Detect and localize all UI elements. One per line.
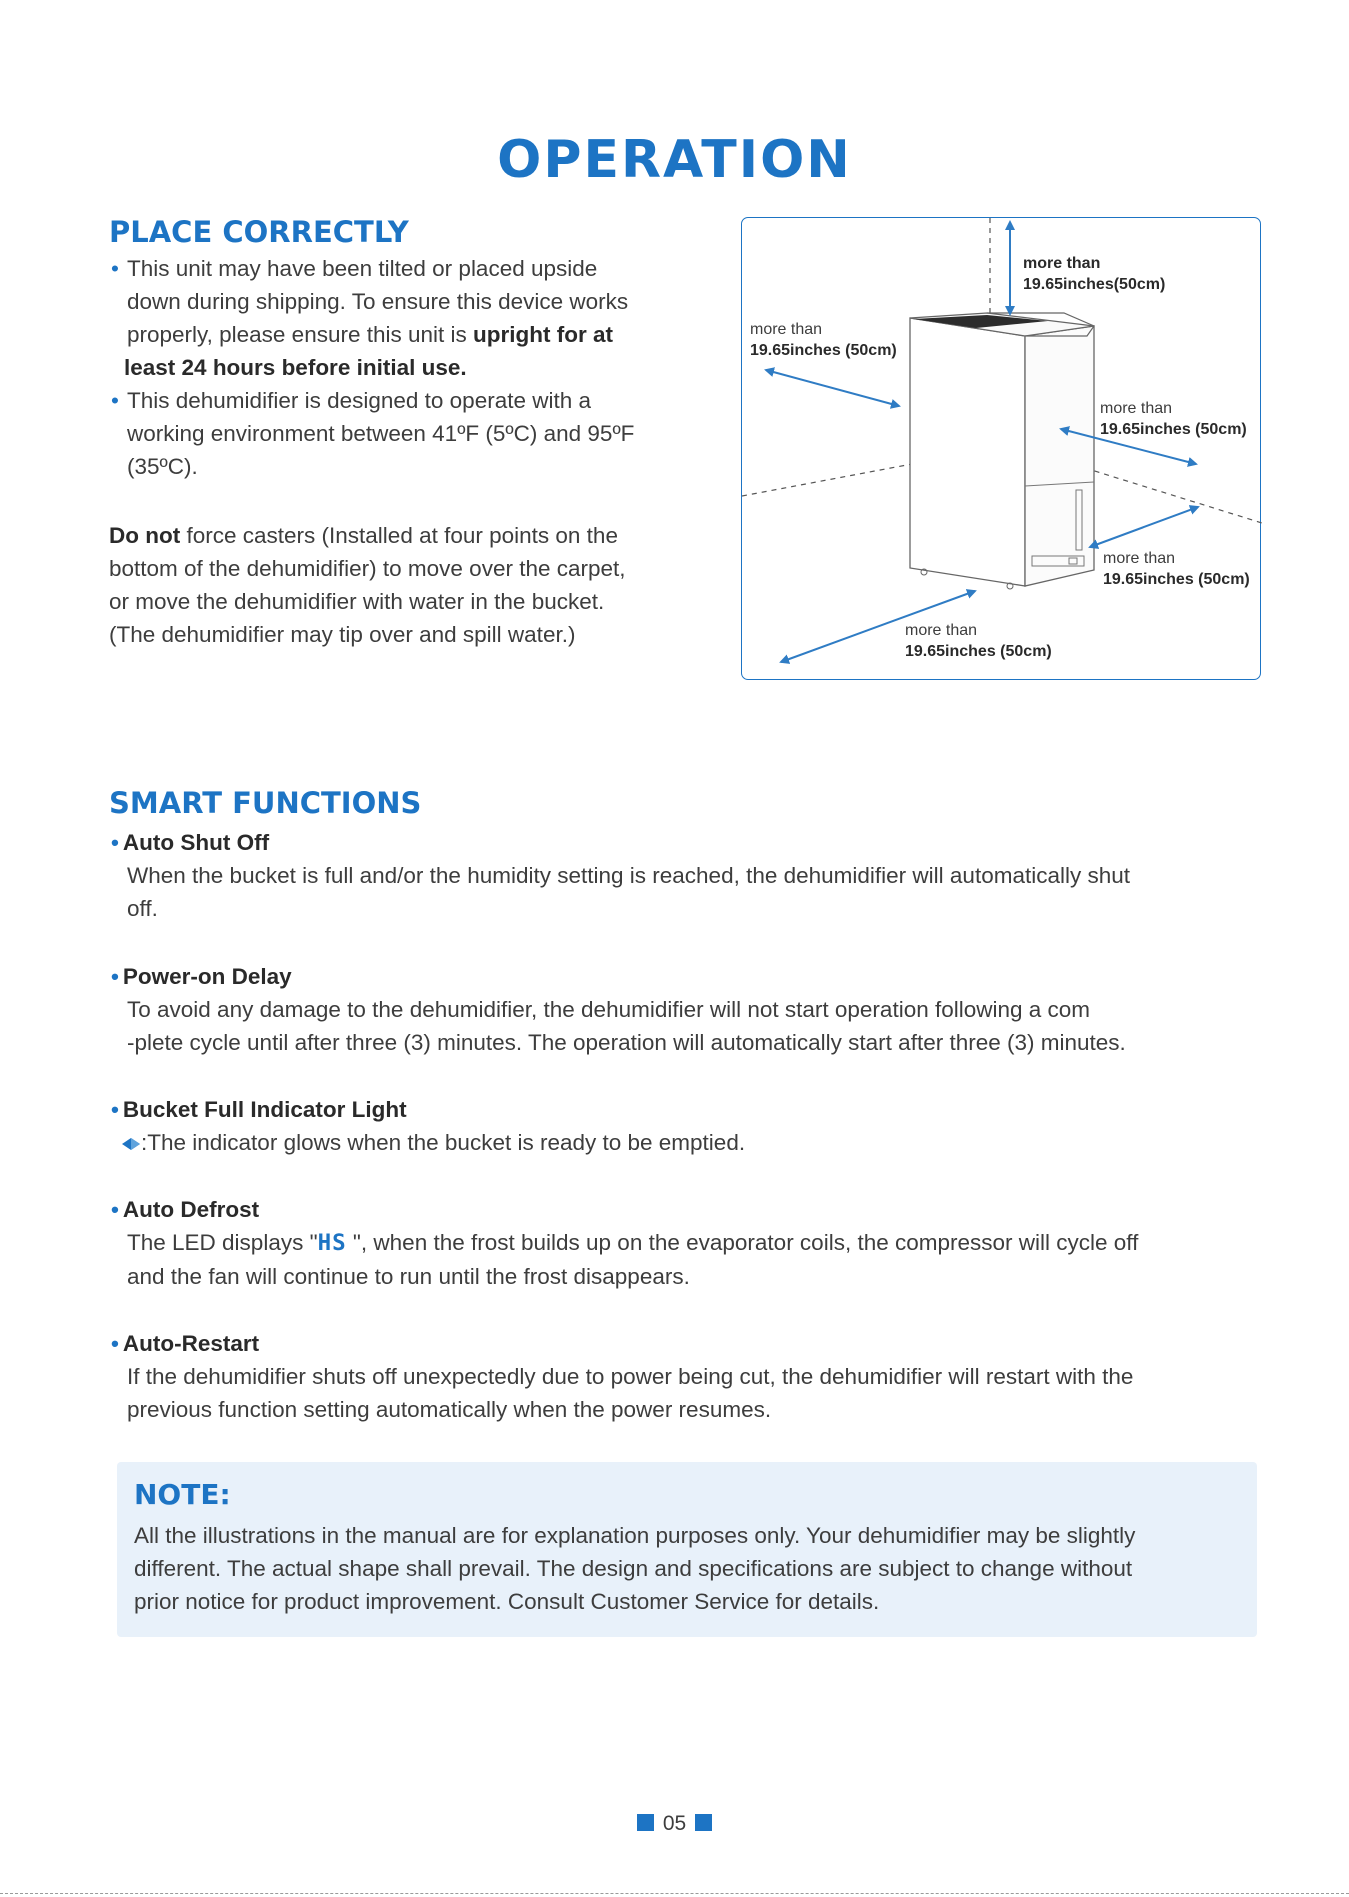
left-clearance-arrow xyxy=(766,370,899,406)
rear-clearance-arrow xyxy=(1090,507,1198,547)
footer-square-right xyxy=(695,1814,712,1831)
function-auto-defrost: • Auto Defrost The LED displays "HS ", when the frost builds up on the evaporator coils, the compressor will cycle off and the fan will continue to run until the frost disappears. xyxy=(111,1197,1139,1289)
page-bottom-rule xyxy=(0,1893,1349,1894)
do-not-emphasis: Do not xyxy=(109,523,181,548)
dehumidifier-unit xyxy=(910,313,1094,589)
front-clearance-label: more than 19.65inches (50cm) xyxy=(905,622,1052,660)
left-wall-line xyxy=(742,464,912,496)
bullet-dot: • xyxy=(111,1331,119,1356)
clearance-diagram xyxy=(741,217,1261,680)
page-title: OPERATION xyxy=(497,130,852,190)
top-clearance-label: more than 19.65inches(50cm) xyxy=(1023,255,1166,293)
bullet-dot: • xyxy=(111,1197,119,1222)
bullet-dot: • xyxy=(111,388,119,413)
smart-functions-heading: SMART FUNCTIONS xyxy=(109,786,422,820)
function-auto-restart: • Auto-Restart If the dehumidifier shuts off unexpectedly due to power being cut, the dehumidifier will restart with the previous function setting automatically when the power resumes. xyxy=(111,1331,1134,1422)
bullet-dot: • xyxy=(111,964,119,989)
upright-emphasis-cont: least 24 hours before initial use. xyxy=(124,355,467,380)
bullet-dot: • xyxy=(111,1097,119,1122)
note-box xyxy=(117,1462,1257,1637)
left-clearance-label: more than 19.65inches (50cm) xyxy=(750,321,897,359)
rear-clearance-label: more than 19.65inches (50cm) xyxy=(1103,550,1250,588)
bullet-operating-temp: • This dehumidifier is designed to operate with a working environment between 41ºF (5ºC) and 95ºF (35ºC). xyxy=(111,384,711,483)
function-power-on-delay: • Power-on Delay To avoid any damage to the dehumidifier, the dehumidifier will not start operation following a com -plete cycle until after three (3) minutes. The operation will automatically start after three (3) minutes. xyxy=(111,964,1126,1055)
place-correctly-bullets xyxy=(111,252,711,483)
function-auto-shut-off: • Auto Shut Off When the bucket is full and/or the humidity setting is reached, the dehumidifier will automatically shut off. xyxy=(111,830,1131,921)
note-body: All the illustrations in the manual are for explanation purposes only. Your dehumidifier may be slightly different. The actual shape shall prevail. The design and specifications are subject to change without prior notice for product improvement. Consult Customer Service for details. xyxy=(134,1523,1136,1614)
led-defrost-code: HS xyxy=(317,1230,347,1256)
clearance-illustration xyxy=(742,218,1262,681)
page-number: 05 xyxy=(662,1812,687,1835)
page-footer xyxy=(0,1812,1349,1836)
bucket-full-drop-icon xyxy=(121,1137,141,1151)
note-title: NOTE: xyxy=(134,1478,231,1511)
upright-emphasis: upright for at xyxy=(473,322,613,347)
footer-square-left xyxy=(637,1814,654,1831)
place-correctly-heading: PLACE CORRECTLY xyxy=(109,215,409,249)
caster-warning: Do not force casters (Installed at four points on the bottom of the dehumidifier) to move over the carpet, or move the dehumidifier with water in the bucket. (The dehumidifier may tip over and spill water.) xyxy=(109,523,626,647)
right-wall-line xyxy=(1085,468,1262,523)
bullet-dot: • xyxy=(111,830,119,855)
bullet-tilt-warning: • This unit may have been tilted or placed upside down during shipping. To ensure this device works properly, please ensure this unit is upright for at least 24 hours before initial use. xyxy=(111,252,711,384)
right-clearance-label: more than 19.65inches (50cm) xyxy=(1100,400,1247,438)
function-bucket-full-indicator: • Bucket Full Indicator Light :The indicator glows when the bucket is ready to be emptied. xyxy=(111,1097,746,1155)
bullet-dot: • xyxy=(111,256,119,281)
